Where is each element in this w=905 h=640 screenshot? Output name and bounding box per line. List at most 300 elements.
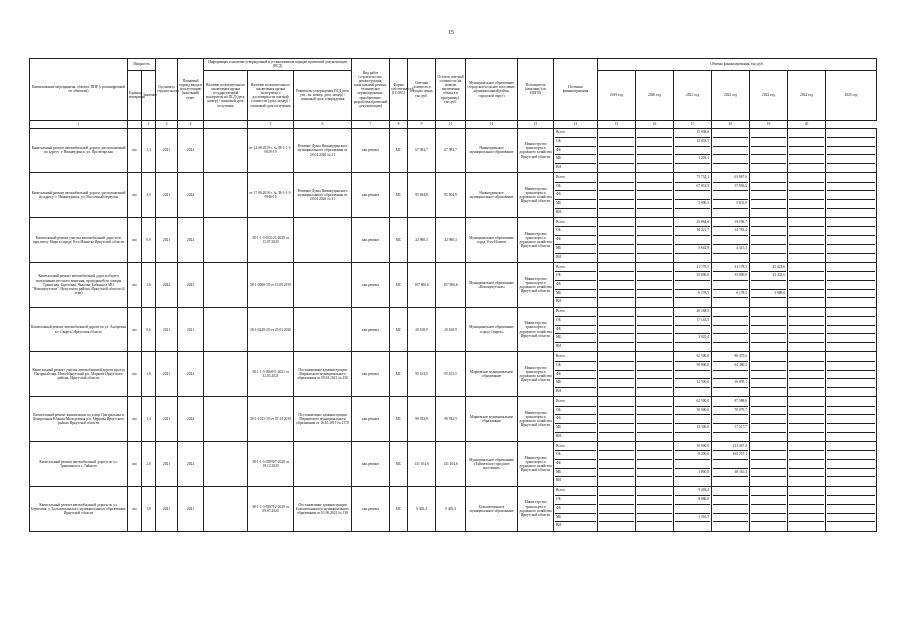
- cell-name: Капитальный ремонт участка автомобильной дороги проезд Нагорный мкр. Ново-Иркутский р.п. Маркова Иркутского района, Иркутской области: [30, 352, 128, 397]
- cell-mo: Марковское муниципальное образование: [466, 352, 518, 397]
- amount-empty: [637, 317, 672, 326]
- cell-executor: Министерство транспорта и дорожного хозяйства Иркутской области: [518, 442, 554, 487]
- cell-end: 2022: [178, 397, 204, 442]
- cell-year-3: [712, 262, 750, 307]
- amount: [751, 505, 786, 514]
- amount: 1 800,0: [675, 469, 710, 478]
- cell-start: 2021: [156, 173, 178, 218]
- column-number: 4: [178, 120, 204, 128]
- amount: [675, 254, 710, 262]
- cell-year-6: [826, 307, 877, 352]
- cell-unit: км: [128, 442, 142, 487]
- amount-empty: [827, 290, 875, 299]
- cell-name: Капитальный ремонт автомобильной дороги, расположенной по адресу: г. Нижнеудинск, ул. Пролетарская: [30, 128, 128, 173]
- cell-work: кап.ремонт: [352, 262, 390, 307]
- amount: [713, 343, 748, 351]
- cell-psd3: [294, 307, 352, 352]
- amount: 25 423,6: [751, 264, 786, 273]
- amount: [751, 496, 786, 505]
- cell-psd1: [204, 307, 248, 352]
- amount-empty: [827, 487, 875, 496]
- amount: [751, 487, 786, 496]
- amount-empty: [599, 219, 634, 228]
- column-number: 15: [598, 120, 636, 128]
- amount-empty: [789, 388, 824, 396]
- amount: [713, 326, 748, 335]
- cell-psd1: [204, 173, 248, 218]
- amount-empty: [827, 522, 875, 530]
- amount-empty: [637, 147, 672, 156]
- amount-empty: [637, 451, 672, 460]
- cell-psd1: [204, 128, 248, 173]
- cell-balance: 20 168,9: [436, 307, 466, 352]
- amount-empty: [789, 460, 824, 469]
- cell-year-2: [674, 307, 712, 352]
- amount: 80 475,6: [713, 353, 748, 362]
- cell-year-1: [636, 397, 674, 442]
- amount-empty: [637, 281, 672, 290]
- source-label: МБ: [555, 290, 596, 299]
- cell-executor: Министерство транспорта и дорожного хозяйства Иркутской области: [518, 173, 554, 218]
- cell-year-4: [750, 173, 788, 218]
- cell-cost: 95 694,9: [408, 173, 436, 218]
- amount-empty: [827, 298, 875, 306]
- header-owner: Муниципальное образование (городское/сельское поселение, муниципальный район, городской округ): [466, 59, 518, 121]
- amount: [675, 147, 710, 156]
- cell-mo: Муниципальное образование «город Свирск»: [466, 307, 518, 352]
- cell-work: кап.ремонт: [352, 307, 390, 352]
- cell-year-6: [826, 262, 877, 307]
- cell-year-2: [674, 173, 712, 218]
- source-label: МБ: [555, 200, 596, 209]
- cell-year-1: [636, 307, 674, 352]
- cell-start: 2021: [156, 352, 178, 397]
- amount: 57 836,6: [713, 183, 748, 192]
- cell-cost: 107 806,6: [408, 262, 436, 307]
- amount: [751, 298, 786, 306]
- header-year-6: 2025 год: [826, 70, 877, 120]
- amount: [675, 326, 710, 335]
- amount-empty: [599, 362, 634, 371]
- cell-year-5: [788, 262, 826, 307]
- amount-empty: [637, 200, 672, 209]
- amount: [675, 281, 710, 290]
- column-number-row: [30, 120, 877, 128]
- amount-empty: [789, 317, 824, 326]
- cell-year-4: [750, 128, 788, 173]
- cell-year-0: [598, 307, 636, 352]
- amount-empty: [599, 334, 634, 343]
- amount: [713, 308, 748, 317]
- cell-year-6: [826, 442, 877, 487]
- amount: [751, 407, 786, 416]
- amount-empty: [789, 164, 824, 172]
- amount-empty: [599, 415, 634, 424]
- amount: [675, 415, 710, 424]
- cell-psd2: 38-1-1-3-029712-2020 от 09.07.2020: [248, 486, 294, 531]
- cell-sources: [554, 307, 598, 352]
- amount: [751, 362, 786, 371]
- source-label: ОБ: [555, 362, 596, 371]
- amount-empty: [789, 209, 824, 217]
- header-year-3: 2022 год: [712, 70, 750, 120]
- cell-psd3: [294, 442, 352, 487]
- cell-year-5: [788, 173, 826, 218]
- amount: [751, 451, 786, 460]
- amount-empty: [637, 353, 672, 362]
- cell-work: кап.ремонт: [352, 218, 390, 263]
- table-body: [30, 59, 877, 532]
- header-funding: Объемы финансирования, тыс.руб.: [598, 59, 877, 71]
- cell-sources: [554, 352, 598, 397]
- amount: [751, 236, 786, 245]
- amount: [675, 522, 710, 530]
- amount-empty: [789, 398, 824, 407]
- amount: [713, 147, 748, 156]
- amount-empty: [827, 129, 875, 138]
- amount-empty: [637, 514, 672, 523]
- amount-empty: [827, 191, 875, 200]
- amount-empty: [789, 191, 824, 200]
- amount-empty: [827, 443, 875, 452]
- cell-year-5: [788, 218, 826, 263]
- cell-cost: 95 163,5: [408, 352, 436, 397]
- cell-year-1: [636, 218, 674, 263]
- amount-empty: [789, 407, 824, 416]
- column-number: 17: [674, 120, 712, 128]
- amount: 16 095,1: [713, 379, 748, 388]
- cell-cost: 67 093,7: [408, 128, 436, 173]
- amount: [751, 209, 786, 217]
- amount: [751, 443, 786, 452]
- cell-cost: 99 932,9: [408, 397, 436, 442]
- amount-empty: [827, 469, 875, 478]
- table-row: [30, 352, 877, 397]
- source-label: МБ: [555, 379, 596, 388]
- cell-unit: км: [128, 218, 142, 263]
- table-row: [30, 173, 877, 218]
- amount: [675, 433, 710, 441]
- amount-empty: [599, 236, 634, 245]
- cell-balance: 9 403,4: [436, 486, 466, 531]
- amount-empty: [637, 298, 672, 306]
- header-row-1: [30, 59, 877, 71]
- cell-year-3: [712, 397, 750, 442]
- cell-executor: Министерство транспорта и дорожного хозяйства Иркутской области: [518, 397, 554, 442]
- cell-unit: км: [128, 352, 142, 397]
- cell-year-1: [636, 262, 674, 307]
- amount: [713, 129, 748, 138]
- amount: [751, 147, 786, 156]
- amount-empty: [827, 514, 875, 523]
- amount: 1 203,1: [675, 155, 710, 164]
- cell-end: 2022: [178, 218, 204, 263]
- amount: [751, 308, 786, 317]
- cell-psd2: 38-1-1021-19 от 07.10.2019: [248, 397, 294, 442]
- cell-psd1: [204, 352, 248, 397]
- cell-year-4: [750, 486, 788, 531]
- amount-empty: [827, 219, 875, 228]
- amount-empty: [789, 174, 824, 183]
- amount: 70 070,7: [713, 407, 748, 416]
- amount-empty: [637, 522, 672, 530]
- amount-empty: [789, 298, 824, 306]
- amount: 35 000,0: [713, 272, 748, 281]
- cell-year-3: [712, 352, 750, 397]
- cell-psd1: [204, 218, 248, 263]
- amount-empty: [789, 514, 824, 523]
- amount: 5 031,0: [713, 200, 748, 209]
- cell-year-1: [636, 128, 674, 173]
- amount-empty: [637, 388, 672, 396]
- source-label: ФБ: [555, 460, 596, 469]
- cell-start: 2021: [156, 486, 178, 531]
- cell-year-5: [788, 307, 826, 352]
- cell-psd3: Постановление администрации Большеокинского муниципального образования от 01.06.2021 № 138: [294, 486, 352, 531]
- cell-own: МС: [390, 397, 408, 442]
- source-label: ФБ: [555, 505, 596, 514]
- amount: 12 500,0: [675, 379, 710, 388]
- amount-empty: [827, 227, 875, 236]
- amount-empty: [789, 245, 824, 254]
- amount: 6 178,5: [713, 290, 748, 299]
- cell-mo: Муниципальное образование «Тайшетское городское поселение»: [466, 442, 518, 487]
- header-cost: Сметная стоимость в текущих ценах, тыс.руб.: [408, 59, 436, 121]
- cell-year-6: [826, 128, 877, 173]
- cell-year-5: [788, 486, 826, 531]
- amount: [713, 496, 748, 505]
- cell-own: МС: [390, 173, 408, 218]
- cell-psd1: [204, 397, 248, 442]
- cell-year-0: [598, 262, 636, 307]
- cell-name: Капитальный ремонт автомобильной дороги общего пользования местного значения, проходящей по улицам Гранитная, Береговая, Чкалова, Бабкина в МО "Новонукутское", Нукутского района, Иркутской области (4 этап): [30, 262, 128, 307]
- amount-empty: [637, 219, 672, 228]
- amount: [713, 155, 748, 164]
- amount: 8 086,9: [675, 496, 710, 505]
- amount: [751, 477, 786, 485]
- cell-own: МС: [390, 352, 408, 397]
- cell-year-4: [750, 218, 788, 263]
- cell-balance: 95 694,9: [436, 173, 466, 218]
- amount: 63 867,6: [713, 174, 748, 183]
- source-label: ФБ: [555, 415, 596, 424]
- amount: [713, 477, 748, 485]
- amount: [751, 398, 786, 407]
- amount: [675, 477, 710, 485]
- amount-empty: [789, 424, 824, 433]
- amount: 41 178,5: [675, 264, 710, 273]
- amount-empty: [637, 164, 672, 172]
- amount: [751, 200, 786, 209]
- cell-value: 1,6: [142, 262, 156, 307]
- amount: [713, 514, 748, 523]
- source-label: Всего: [555, 398, 596, 407]
- amount-empty: [827, 334, 875, 343]
- cell-unit: км: [128, 397, 142, 442]
- amount: [751, 469, 786, 478]
- cell-value: 0,9: [142, 218, 156, 263]
- amount-empty: [789, 451, 824, 460]
- amount-empty: [637, 443, 672, 452]
- header-ownership: Форма собственности (ГС/МС): [390, 59, 408, 121]
- amount-empty: [599, 264, 634, 273]
- source-label: ВИ: [556, 254, 562, 259]
- amount-empty: [637, 496, 672, 505]
- amount-empty: [637, 379, 672, 388]
- amount-empty: [599, 272, 634, 281]
- amount: [675, 298, 710, 306]
- amount-empty: [637, 227, 672, 236]
- amount: 35 000,0: [675, 272, 710, 281]
- amount-empty: [827, 505, 875, 514]
- cell-psd3: [294, 262, 352, 307]
- cell-year-2: [674, 486, 712, 531]
- amount: 5 642,9: [675, 245, 710, 254]
- amount-empty: [637, 407, 672, 416]
- amount-empty: [637, 183, 672, 192]
- amount-empty: [789, 219, 824, 228]
- source-label: ОБ: [555, 317, 596, 326]
- cell-executor: Министерство транспорта и дорожного хозяйства Иркутской области: [518, 218, 554, 263]
- cell-own: МС: [390, 442, 408, 487]
- cell-year-1: [636, 486, 674, 531]
- amount: [675, 343, 710, 351]
- amount-empty: [599, 477, 634, 485]
- cell-mo: Марковское муниципальное образование: [466, 397, 518, 442]
- cell-end: 2022: [178, 352, 204, 397]
- cell-executor: Министерство транспорта и дорожного хозяйства Иркутской области: [518, 307, 554, 352]
- cell-work: кап.ремонт: [352, 397, 390, 442]
- amount: [751, 138, 786, 147]
- table-row: [30, 442, 877, 487]
- amount-empty: [599, 487, 634, 496]
- cell-year-3: [712, 218, 750, 263]
- amount: [713, 298, 748, 306]
- cell-sources: [554, 397, 598, 442]
- amount-empty: [599, 281, 634, 290]
- column-number: 18: [712, 120, 750, 128]
- amount: [713, 209, 748, 217]
- amount-empty: [789, 200, 824, 209]
- amount: [713, 433, 748, 441]
- amount-empty: [599, 298, 634, 306]
- source-label: МБ: [555, 155, 596, 164]
- amount: [713, 460, 748, 469]
- source-label: МБ: [555, 424, 596, 433]
- amount-empty: [637, 415, 672, 424]
- amount: 67 831,9: [675, 183, 710, 192]
- cell-year-6: [826, 218, 877, 263]
- amount-empty: [789, 371, 824, 380]
- source-label: Всего: [555, 308, 596, 317]
- source-label: ОБ: [555, 496, 596, 505]
- amount-empty: [599, 200, 634, 209]
- cell-value: 2,0: [142, 442, 156, 487]
- cell-sources: [554, 442, 598, 487]
- cell-psd2: 38-1-1-3-056831-2021 от 12.03.2021: [248, 352, 294, 397]
- cell-year-2: [674, 262, 712, 307]
- amount: 17 517,7: [713, 424, 748, 433]
- amount-empty: [599, 164, 634, 172]
- cell-work: кап.ремонт: [352, 173, 390, 218]
- amount-empty: [599, 460, 634, 469]
- amount: [751, 326, 786, 335]
- amount-empty: [637, 155, 672, 164]
- amount: 3 988,0: [751, 290, 786, 299]
- column-number: 9: [408, 120, 436, 128]
- source-label: Всего: [555, 129, 596, 138]
- amount-empty: [637, 264, 672, 273]
- cell-name: Капитальный ремонт участка автомобильной дороги по проспекту Мира в городе Усть-Илимске Иркутской области: [30, 218, 128, 263]
- cell-cost: 22 980,3: [408, 218, 436, 263]
- cell-year-2: [674, 352, 712, 397]
- cell-own: МС: [390, 486, 408, 531]
- amount: 3 025,4: [675, 334, 710, 343]
- amount-empty: [827, 433, 875, 441]
- amount: [675, 236, 710, 245]
- column-number: 7: [352, 120, 390, 128]
- amount: 165 257,1: [713, 451, 748, 460]
- cell-value: 3,3: [142, 173, 156, 218]
- source-label: ОБ: [555, 407, 596, 416]
- amount-empty: [789, 477, 824, 485]
- cell-year-5: [788, 397, 826, 442]
- amount: [751, 415, 786, 424]
- amount: [713, 236, 748, 245]
- table-row: [30, 218, 877, 263]
- cell-year-5: [788, 128, 826, 173]
- cell-value: 1,4: [142, 397, 156, 442]
- amount-empty: [599, 514, 634, 523]
- cell-sources: [554, 262, 598, 307]
- cell-year-6: [826, 173, 877, 218]
- cell-start: 2021: [156, 128, 178, 173]
- source-label: ВИ: [556, 209, 562, 214]
- amount-empty: [599, 209, 634, 217]
- source-label: МБ: [555, 334, 596, 343]
- amount-empty: [599, 398, 634, 407]
- amount: 21 435,6: [751, 272, 786, 281]
- cell-cost: 9 403,4: [408, 486, 436, 531]
- amount-empty: [827, 281, 875, 290]
- amount: [675, 191, 710, 200]
- amount: [751, 514, 786, 523]
- amount-empty: [599, 496, 634, 505]
- header-work-type: Вид работ (строительство, реконструкция, капитальный ремонт, техническое перевооружение, приобретение, разработка проектной документации): [352, 59, 390, 121]
- amount-empty: [599, 407, 634, 416]
- cell-own: МС: [390, 262, 408, 307]
- source-label: ОБ: [555, 183, 596, 192]
- cell-mo: Нижнеудинское муниципальное образование: [466, 173, 518, 218]
- column-number: [128, 120, 142, 128]
- cell-year-3: [712, 173, 750, 218]
- amount: [713, 191, 748, 200]
- source-label: ОБ: [555, 451, 596, 460]
- cell-year-0: [598, 397, 636, 442]
- amount-empty: [827, 371, 875, 380]
- amount: [713, 254, 748, 262]
- cell-year-6: [826, 397, 877, 442]
- column-number: 13: [518, 120, 554, 128]
- amount: 18 221,7: [675, 227, 710, 236]
- cell-year-2: [674, 218, 712, 263]
- amount-empty: [789, 147, 824, 156]
- amount-empty: [599, 227, 634, 236]
- source-label: МБ: [555, 245, 596, 254]
- cell-balance: 141 104,6: [436, 442, 466, 487]
- amount-empty: [637, 191, 672, 200]
- header-psd-reliability: Наличие положительного заключения органа экспертизы о достоверности сметной стоимости (дата, номер) / плановый срок получения: [248, 70, 294, 120]
